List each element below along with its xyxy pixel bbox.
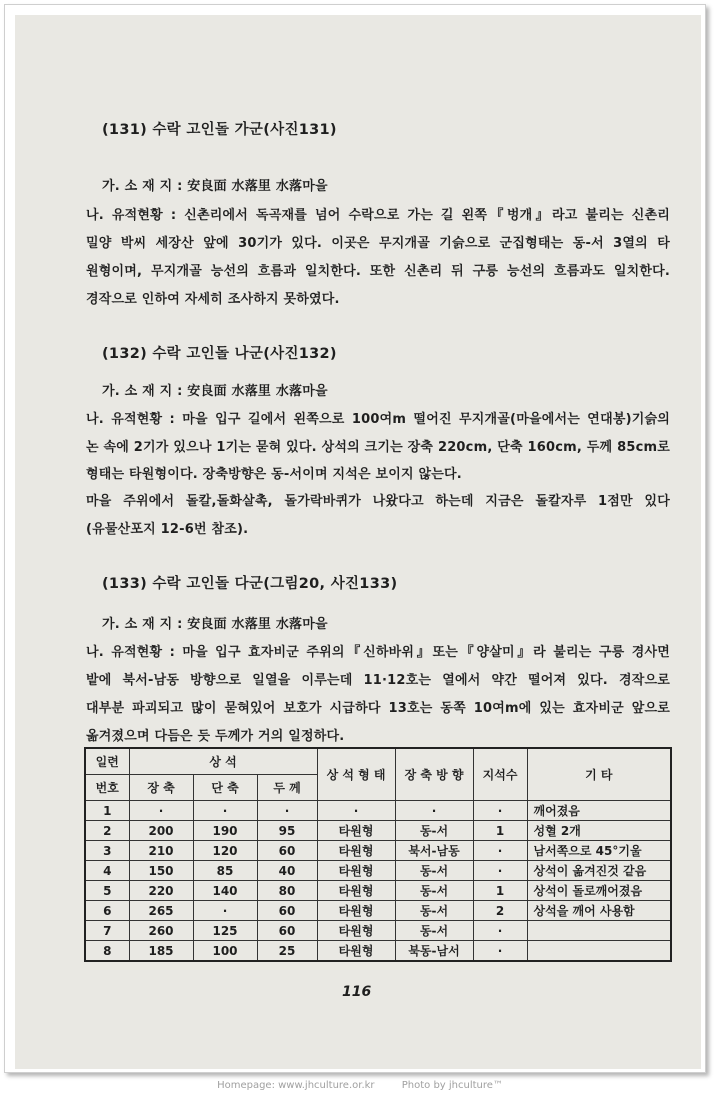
table-row bbox=[85, 901, 671, 921]
cell-etc: 상석이 돌로깨어졌음 bbox=[527, 881, 671, 901]
table-row bbox=[85, 861, 671, 881]
status-131-line-4: 경작으로 인하여 자세히 조사하지 못하였다. bbox=[86, 292, 340, 307]
status-131-line-1: 나. 유적현황 : 신촌리에서 독곡재를 넘어 수락으로 가는 길 왼쪽『벙개』라고 불리는 신촌리 bbox=[86, 208, 670, 223]
cell-etc: 상석이 옮겨진것 같음 bbox=[527, 861, 671, 881]
cell-long: 200 bbox=[129, 821, 193, 841]
header-short-axis: 단 축 bbox=[193, 775, 257, 801]
cell-no: 2 bbox=[85, 821, 129, 841]
cell-short: 140 bbox=[193, 881, 257, 901]
cell-long: 265 bbox=[129, 901, 193, 921]
table-row bbox=[85, 821, 671, 841]
status-132-line-2: 논 속에 2기가 있으나 1기는 묻혀 있다. 상석의 크기는 장축 220cm, 단축 160cm, 두께 85cm로 bbox=[86, 440, 670, 455]
cell-short: · bbox=[193, 801, 257, 821]
cell-etc bbox=[527, 921, 671, 941]
cell-long: 260 bbox=[129, 921, 193, 941]
status-133-line-1: 나. 유적현황 : 마을 입구 효자비군 주위의『신하바위』또는『양살미』라 불리는 구릉 경사면 bbox=[86, 645, 670, 660]
table-row bbox=[85, 941, 671, 962]
cell-no: 1 bbox=[85, 801, 129, 821]
cell-dir: 동-서 bbox=[395, 921, 473, 941]
header-serial-2: 번호 bbox=[85, 775, 129, 801]
cell-no: 3 bbox=[85, 841, 129, 861]
cell-no: 7 bbox=[85, 921, 129, 941]
table-row bbox=[85, 841, 671, 861]
status-133-line-2: 밭에 북서-남동 방향으로 일열을 이루는데 11·12호는 열에서 약간 떨어져 있다. 경작으로 bbox=[86, 673, 670, 688]
cell-props: · bbox=[473, 841, 527, 861]
status-133-line-3: 대부분 파괴되고 많이 묻혀있어 보호가 시급하다 13호는 동쪽 10여m에 있는 효자비군 앞으로 bbox=[86, 701, 670, 716]
cell-props: · bbox=[473, 941, 527, 962]
cell-shape: 타원형 bbox=[317, 841, 395, 861]
cell-shape: 타원형 bbox=[317, 861, 395, 881]
location-132: 가. 소 재 지 : 安良面 水落里 水落마을 bbox=[102, 384, 328, 399]
cell-long: · bbox=[129, 801, 193, 821]
header-shape: 상 석 형 태 bbox=[317, 748, 395, 801]
cell-thick: · bbox=[257, 801, 317, 821]
cell-no: 8 bbox=[85, 941, 129, 962]
footer-photo-credit: Photo by jhculture™ bbox=[401, 1080, 503, 1091]
cell-etc: 남서쪽으로 45°기울 bbox=[527, 841, 671, 861]
cell-props: 2 bbox=[473, 901, 527, 921]
header-long-axis: 장 축 bbox=[129, 775, 193, 801]
table-row bbox=[85, 801, 671, 821]
status-133-line-4: 옮겨졌으며 다듬은 듯 두께가 거의 일정하다. bbox=[86, 729, 345, 744]
status-132-line-4: 마을 주위에서 돌칼,돌화살촉, 돌가락바퀴가 나왔다고 하는데 지금은 돌칼자루 1점만 있다 bbox=[86, 494, 670, 509]
status-131-line-3: 원형이며, 무지개골 능선의 흐름과 일치한다. 또한 신촌리 뒤 구릉 능선의 흐름과도 일치한다. bbox=[86, 264, 670, 279]
location-133: 가. 소 재 지 : 安良面 水落里 水落마을 bbox=[102, 617, 328, 632]
cell-props: 1 bbox=[473, 881, 527, 901]
footer bbox=[0, 1080, 720, 1091]
page-number: 116 bbox=[342, 984, 372, 1000]
header-direction: 장 축 방 향 bbox=[395, 748, 473, 801]
heading-133: (133) 수락 고인돌 다군(그림20, 사진133) bbox=[102, 576, 398, 592]
cell-long: 220 bbox=[129, 881, 193, 901]
status-132-line-5: (유물산포지 12-6번 참조). bbox=[86, 522, 249, 537]
cell-props: · bbox=[473, 861, 527, 881]
table-row bbox=[85, 881, 671, 901]
cell-thick: 25 bbox=[257, 941, 317, 962]
cell-props: · bbox=[473, 801, 527, 821]
cell-dir: · bbox=[395, 801, 473, 821]
cell-thick: 95 bbox=[257, 821, 317, 841]
cell-dir: 동-서 bbox=[395, 861, 473, 881]
cell-thick: 60 bbox=[257, 841, 317, 861]
cell-short: 190 bbox=[193, 821, 257, 841]
cell-shape: 타원형 bbox=[317, 901, 395, 921]
table-row bbox=[85, 921, 671, 941]
header-capstone: 상 석 bbox=[129, 748, 317, 775]
cell-no: 4 bbox=[85, 861, 129, 881]
cell-thick: 60 bbox=[257, 921, 317, 941]
status-132-line-3: 형태는 타원형이다. 장축방향은 동-서이며 지석은 보이지 않는다. bbox=[86, 467, 462, 482]
heading-131: (131) 수락 고인돌 가군(사진131) bbox=[102, 122, 337, 138]
cell-etc: 상석을 깨어 사용함 bbox=[527, 901, 671, 921]
footer-homepage: Homepage: www.jhculture.or.kr bbox=[217, 1080, 375, 1091]
status-132-line-1: 나. 유적현황 : 마을 입구 길에서 왼쪽으로 100여m 떨어진 무지개골(마을에서는 연대봉)기슭의 bbox=[86, 412, 670, 427]
cell-short: 125 bbox=[193, 921, 257, 941]
cell-long: 150 bbox=[129, 861, 193, 881]
cell-no: 6 bbox=[85, 901, 129, 921]
cell-long: 210 bbox=[129, 841, 193, 861]
cell-etc: 깨어졌음 bbox=[527, 801, 671, 821]
status-131-line-2: 밀양 박씨 세장산 앞에 30기가 있다. 이곳은 무지개골 기슭으로 군집형태는 동-서 3열의 타 bbox=[86, 236, 670, 251]
header-props: 지석수 bbox=[473, 748, 527, 801]
location-131: 가. 소 재 지 : 安良面 水落里 水落마을 bbox=[102, 179, 328, 194]
cell-dir: 동-서 bbox=[395, 901, 473, 921]
cell-props: · bbox=[473, 921, 527, 941]
cell-short: 120 bbox=[193, 841, 257, 861]
cell-shape: 타원형 bbox=[317, 921, 395, 941]
cell-shape: 타원형 bbox=[317, 821, 395, 841]
cell-shape: 타원형 bbox=[317, 941, 395, 962]
cell-shape: 타원형 bbox=[317, 881, 395, 901]
dolmen-table bbox=[84, 747, 672, 962]
cell-dir: 동-서 bbox=[395, 881, 473, 901]
heading-132: (132) 수락 고인돌 나군(사진132) bbox=[102, 346, 337, 362]
cell-no: 5 bbox=[85, 881, 129, 901]
cell-thick: 80 bbox=[257, 881, 317, 901]
cell-etc bbox=[527, 941, 671, 962]
cell-etc: 성혈 2개 bbox=[527, 821, 671, 841]
cell-dir: 북동-남서 bbox=[395, 941, 473, 962]
cell-shape: · bbox=[317, 801, 395, 821]
cell-thick: 40 bbox=[257, 861, 317, 881]
header-serial-1: 일련 bbox=[85, 748, 129, 775]
cell-long: 185 bbox=[129, 941, 193, 962]
cell-thick: 60 bbox=[257, 901, 317, 921]
cell-short: 100 bbox=[193, 941, 257, 962]
header-thickness: 두 께 bbox=[257, 775, 317, 801]
cell-props: 1 bbox=[473, 821, 527, 841]
cell-dir: 동-서 bbox=[395, 821, 473, 841]
header-etc: 기 타 bbox=[527, 748, 671, 801]
cell-short: · bbox=[193, 901, 257, 921]
cell-dir: 북서-남동 bbox=[395, 841, 473, 861]
cell-short: 85 bbox=[193, 861, 257, 881]
